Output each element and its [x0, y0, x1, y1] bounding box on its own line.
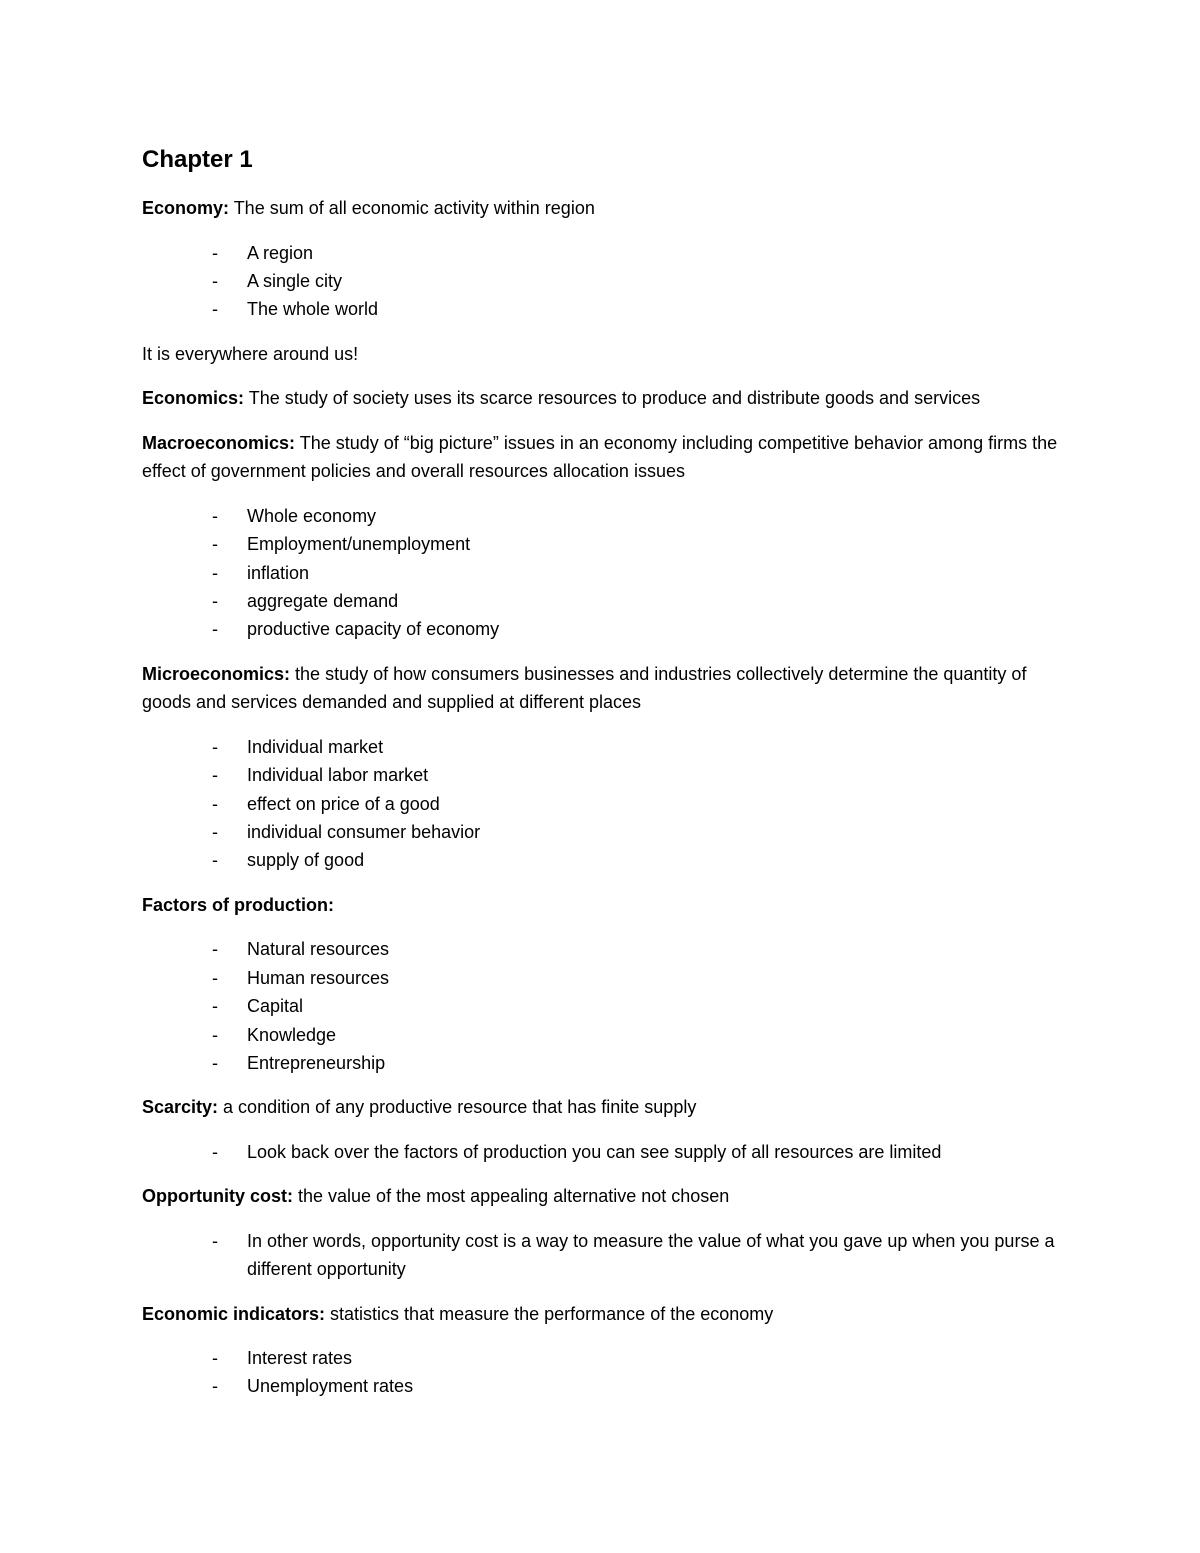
bullet-dash: - — [212, 967, 218, 988]
definition-economic-indicators — [142, 1300, 1062, 1329]
definition-factors-of-production — [142, 891, 1062, 920]
list-item-text: Knowledge — [247, 1024, 337, 1045]
definition-economics — [142, 384, 1062, 413]
list-item — [142, 239, 1062, 267]
term-label: Economics: — [142, 388, 245, 409]
term-label: Macroeconomics: — [142, 432, 296, 453]
list-item-text: Look back over the factors of production you can see supply of all resources are limited — [247, 1141, 942, 1162]
document-content — [142, 140, 1062, 1417]
list-item-text: Entrepreneurship — [247, 1052, 386, 1073]
definition-macroeconomics — [142, 429, 1062, 486]
page-title: Chapter 1 — [142, 146, 253, 173]
definition-microeconomics — [142, 660, 1062, 717]
bullet-dash: - — [212, 736, 218, 757]
bullet-dash: - — [212, 299, 218, 320]
macroeconomics-list — [142, 502, 1062, 644]
definition-opportunity-cost — [142, 1182, 1062, 1211]
bullet-dash: - — [212, 850, 218, 871]
list-item — [142, 846, 1062, 874]
list-item — [142, 761, 1062, 789]
list-item-text: Whole economy — [247, 505, 377, 526]
list-item-text: Individual market — [247, 736, 384, 757]
bullet-dash: - — [212, 793, 218, 814]
list-item-text: Individual labor market — [247, 765, 429, 786]
list-item-text: supply of good — [247, 850, 365, 871]
list-item-text: Human resources — [247, 967, 390, 988]
definition-text: The study of society uses its scarce resources to produce and distribute goods and services — [244, 388, 981, 409]
list-item — [142, 615, 1062, 643]
list-item — [142, 1021, 1062, 1049]
list-item-text: productive capacity of economy — [247, 619, 500, 640]
term-label: Opportunity cost: — [142, 1186, 293, 1207]
factors-list — [142, 935, 1062, 1077]
list-item-text: individual consumer behavior — [247, 821, 481, 842]
bullet-dash: - — [212, 1376, 218, 1397]
bullet-dash: - — [212, 534, 218, 555]
list-item-text: A region — [247, 242, 314, 263]
definition-text: the value of the most appealing alternative not chosen — [293, 1186, 730, 1207]
list-item — [142, 1372, 1062, 1400]
bullet-dash: - — [212, 1348, 218, 1369]
list-item — [142, 530, 1062, 558]
list-item — [142, 818, 1062, 846]
list-item — [142, 1049, 1062, 1077]
list-item-text: Interest rates — [247, 1348, 353, 1369]
list-item — [142, 587, 1062, 615]
definition-text: The sum of all economic activity within region — [229, 198, 595, 218]
definition-text: The study of “big picture” issues in an economy including competitive behavior among firms the effect of government policies and overall resources allocation issues — [142, 432, 1058, 482]
bullet-dash: - — [212, 996, 218, 1017]
list-item-text: Unemployment rates — [247, 1376, 414, 1397]
bullet-dash: - — [212, 242, 218, 263]
bullet-dash: - — [212, 1024, 218, 1045]
definition-text: the study of how consumers businesses and industries collectively determine the quantity of goods and services demanded and supplied at different places — [142, 663, 1027, 713]
bullet-dash: - — [212, 619, 218, 640]
bullet-dash: - — [212, 1230, 218, 1251]
term-label: Microeconomics: — [142, 663, 291, 684]
list-item — [142, 935, 1062, 963]
list-item-text: aggregate demand — [247, 590, 399, 611]
list-item-text: The whole world — [247, 299, 379, 320]
bullet-dash: - — [212, 765, 218, 786]
list-item — [142, 733, 1062, 761]
economy-list — [142, 239, 1062, 324]
microeconomics-list — [142, 733, 1062, 875]
bullet-dash: - — [212, 1052, 218, 1073]
economic-indicators-list — [142, 1344, 1062, 1401]
bullet-dash: - — [212, 562, 218, 583]
list-item — [142, 1138, 1062, 1166]
list-item — [142, 502, 1062, 530]
scarcity-list — [142, 1138, 1062, 1166]
term-label: Economy: — [142, 198, 230, 218]
list-item-text: In other words, opportunity cost is a way to measure the value of what you gave up when you purse a different opportunity — [247, 1230, 1055, 1280]
bullet-dash: - — [212, 821, 218, 842]
bullet-dash: - — [212, 1141, 218, 1162]
list-item — [142, 559, 1062, 587]
list-item — [142, 992, 1062, 1020]
term-label: Economic indicators: — [142, 1303, 326, 1324]
list-item — [142, 1344, 1062, 1372]
bullet-dash: - — [212, 939, 218, 960]
list-item-text: effect on price of a good — [247, 793, 440, 814]
term-label: Factors of production: — [142, 894, 334, 915]
list-item — [142, 1227, 1062, 1284]
definition-text: statistics that measure the performance of the economy — [325, 1303, 774, 1324]
list-item-text: Capital — [247, 996, 304, 1017]
definition-text: a condition of any productive resource that has finite supply — [218, 1097, 697, 1118]
bullet-dash: - — [212, 270, 218, 291]
bullet-dash: - — [212, 505, 218, 526]
list-item — [142, 790, 1062, 818]
statement-everywhere: It is everywhere around us! — [142, 343, 359, 364]
list-item — [142, 267, 1062, 295]
opportunity-cost-list — [142, 1227, 1062, 1284]
definition-scarcity — [142, 1093, 1062, 1122]
list-item-text: inflation — [247, 562, 310, 583]
list-item — [142, 295, 1062, 323]
bullet-dash: - — [212, 590, 218, 611]
list-item — [142, 964, 1062, 992]
list-item-text: Employment/unemployment — [247, 534, 471, 555]
term-label: Scarcity: — [142, 1097, 219, 1118]
list-item-text: Natural resources — [247, 939, 390, 960]
list-item-text: A single city — [247, 270, 343, 291]
definition-economy — [142, 194, 1062, 223]
